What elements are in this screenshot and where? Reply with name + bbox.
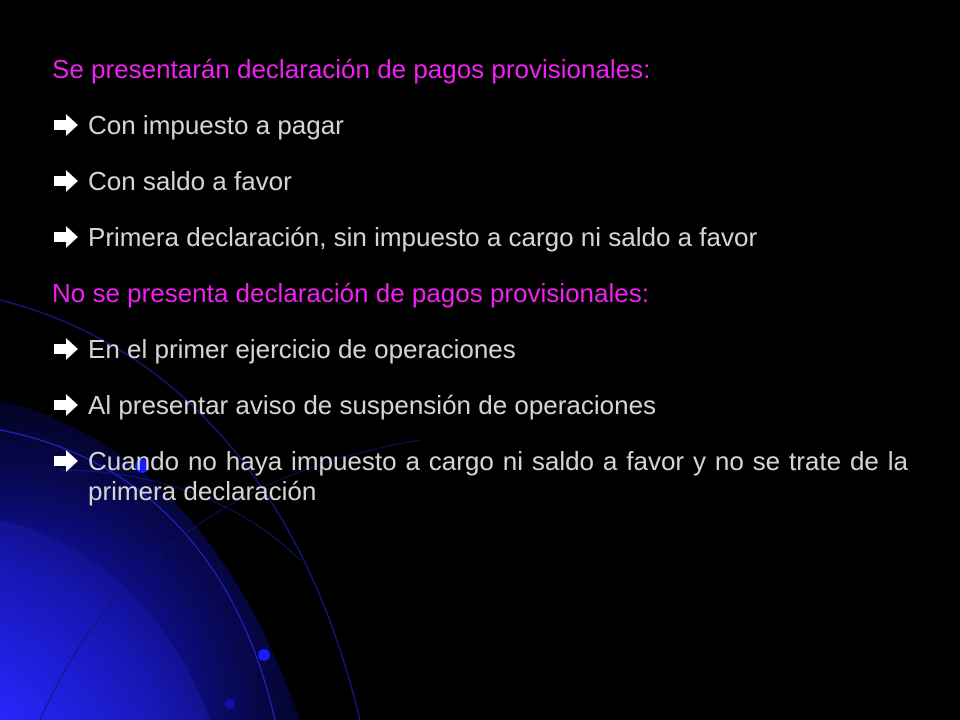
bullet-text: Cuando no haya impuesto a cargo ni saldo a favor y no se trate de la primera declaración [88,446,908,506]
bullet-item [52,166,908,196]
bullet-item [52,446,908,506]
bullet-item [52,222,908,252]
arrow-right-icon [52,336,80,362]
slide-content [52,48,908,506]
bullet-text: Primera declaración, sin impuesto a cargo ni saldo a favor [88,222,758,252]
section-heading-not-present: No se presenta declaración de pagos provisionales: [52,278,649,308]
arrow-right-icon [52,168,80,194]
bullet-text: Con saldo a favor [88,166,292,196]
bullet-text: Al presentar aviso de suspensión de operaciones [88,390,657,420]
arrow-right-icon [52,448,80,474]
arrow-right-icon [52,392,80,418]
bullet-item [52,334,908,364]
bullet-item [52,110,908,140]
bullet-item [52,390,908,420]
bullet-list-present [52,110,908,252]
arrow-right-icon [52,224,80,250]
bullet-text: En el primer ejercicio de operaciones [88,334,516,364]
bullet-list-not-present [52,334,908,506]
bullet-text: Con impuesto a pagar [88,110,344,140]
arrow-right-icon [52,112,80,138]
section-heading-present: Se presentarán declaración de pagos provisionales: [52,54,651,84]
